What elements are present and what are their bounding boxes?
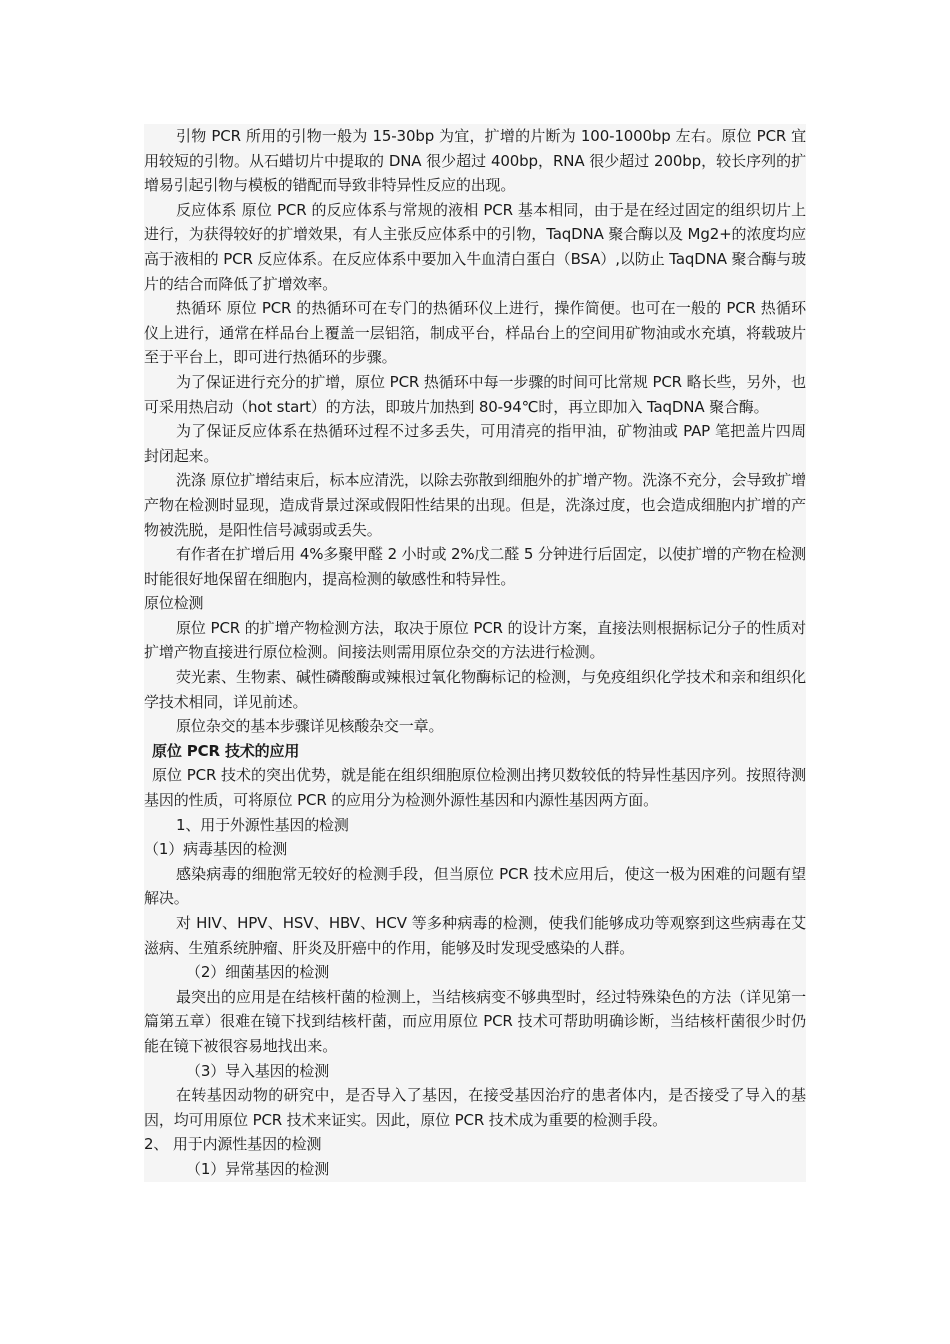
paragraph: 洗涤 原位扩增结束后，标本应清洗，以除去弥散到细胞外的扩增产物。洗涤不充分，会导致扩增产物在检测时显现，造成背景过深或假阳性结果的出现。但是，洗涤过度，也会造成细胞内扩增的产物被洗脱，是阳性信号减弱或丢失。: [144, 471, 806, 539]
paragraph: 反应体系 原位 PCR 的反应体系与常规的液相 PCR 基本相同，由于是在经过固定的组织切片上进行，为获得较好的扩增效果，有人主张反应体系中的引物，TaqDNA 聚合酶以及 Mg2+的浓度均应高于液相的 PCR 反应体系。在反应体系中要加入牛血清白蛋白（BSA）,以防止 TaqDNA 聚合酶与玻片的结合而降低了扩增效率。: [144, 200, 806, 293]
paragraph: （1）异常基因的检测: [186, 1159, 330, 1178]
paragraph: 荧光素、生物素、碱性磷酸酶或辣根过氧化物酶标记的检测，与免疫组织化学技术和亲和组织化学技术相同，详见前述。: [144, 668, 806, 711]
paragraph: 有作者在扩增后用 4%多聚甲醛 2 小时或 2%戊二醛 5 分钟进行后固定，以使扩增的产物在检测时能很好地保留在细胞内，提高检测的敏感性和特异性。: [144, 545, 806, 588]
paragraph: 2、 用于内源性基因的检测: [144, 1135, 322, 1154]
paragraph: 1、用于外源性基因的检测: [176, 815, 349, 834]
paragraph: 原位 PCR 的扩增产物检测方法，取决于原位 PCR 的设计方案，直接法则根据标记分子的性质对扩增产物直接进行原位检测。间接法则需用原位杂交的方法进行检测。: [144, 618, 806, 662]
paragraph: 感染病毒的细胞常无较好的检测手段，但当原位 PCR 技术应用后，使这一极为困难的问题有望解决。: [144, 864, 806, 908]
section-heading: 原位 PCR 技术的应用: [152, 741, 300, 760]
paragraph: （3）导入基因的检测: [186, 1061, 330, 1080]
paragraph: 最突出的应用是在结核杆菌的检测上，当结核病变不够典型时，经过特殊染色的方法（详见第一篇第五章）很难在镜下找到结核杆菌，而应用原位 PCR 技术可帮助明确诊断，当结核杆菌很少时仍能在镜下被很容易地找出来。: [144, 987, 806, 1055]
paragraph: 原位检测: [144, 594, 204, 613]
paragraph: 为了保证反应体系在热循环过程不过多丢失，可用清亮的指甲油，矿物油或 PAP 笔把盖片四周封闭起来。: [144, 422, 806, 465]
paragraph: 引物 PCR 所用的引物一般为 15-30bp 为宜，扩增的片断为 100-1000bp 左右。原位 PCR 宜用较短的引物。从石蜡切片中提取的 DNA 很少超过 400bp，RNA 很少超过 200bp，较长序列的扩增易引起引物与模板的错配而导致非特异性反应的出现。: [144, 127, 806, 195]
paragraph: （1）病毒基因的检测: [144, 840, 288, 859]
paragraph: 原位 PCR 技术的突出优势，就是能在组织细胞原位检测出拷贝数较低的特异性基因序列。按照待测基因的性质，可将原位 PCR 的应用分为检测外源性基因和内源性基因两方面。: [144, 766, 806, 810]
paragraph: （2）细菌基因的检测: [186, 963, 330, 982]
paragraph: 在转基因动物的研究中，是否导入了基因，在接受基因治疗的患者体内，是否接受了导入的基因，均可用原位 PCR 技术来证实。因此，原位 PCR 技术成为重要的检测手段。: [144, 1086, 806, 1129]
paragraph: 热循环 原位 PCR 的热循环可在专门的热循环仪上进行，操作简便。也可在一般的 PCR 热循环仪上进行，通常在样品台上覆盖一层铝箔，制成平台，样品台上的空间用矿物油或水充填，将载玻片至于平台上，即可进行热循环的步骤。: [144, 299, 806, 367]
paragraph: 原位杂交的基本步骤详见核酸杂交一章。: [176, 717, 444, 736]
paragraph: 为了保证进行充分的扩增，原位 PCR 热循环中每一步骤的时间可比常规 PCR 略长些，另外，也可采用热启动（hot start）的方法，即玻片加热到 80-94℃时，再立即加入 TaqDNA 聚合酶。: [144, 372, 806, 416]
paragraph: 对 HIV、HPV、HSV、HBV、HCV 等多种病毒的检测，使我们能够成功等观察到这些病毒在艾滋病、生殖系统肿瘤、肝炎及肝癌中的作用，能够及时发现受感染的人群。: [144, 914, 806, 957]
document-body: [144, 124, 806, 1182]
